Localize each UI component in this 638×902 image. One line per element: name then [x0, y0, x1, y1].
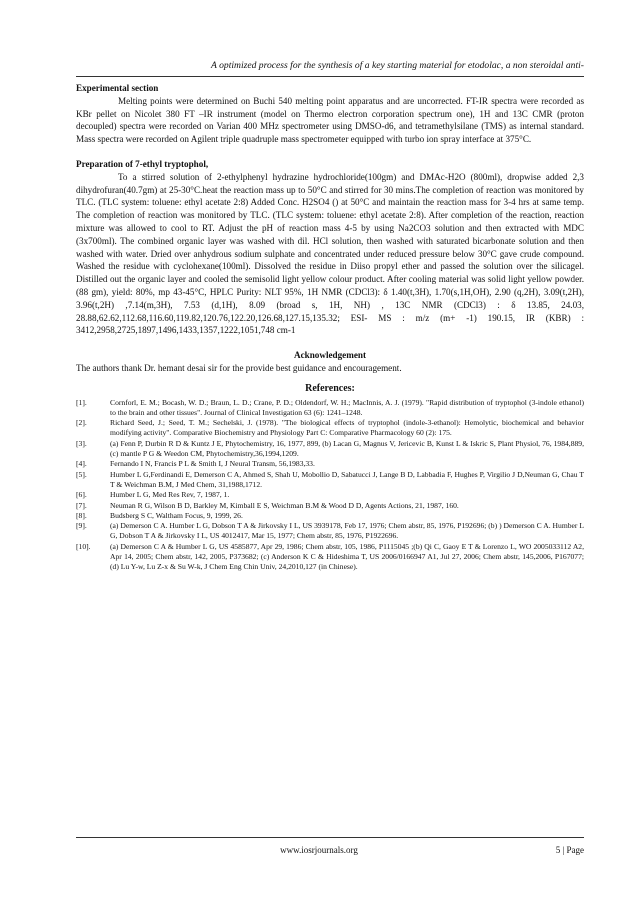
reference-number: [7].	[76, 500, 87, 510]
reference-text: Neuman R G, Wilson B D, Barkley M, Kimball E S, Weichman B.M & Wood D D, Agents Actions, 21, 1987, 160.	[110, 500, 459, 510]
acknowledgement-title: Acknowledgement	[294, 350, 366, 361]
footer-page-number: 5 | Page	[555, 845, 584, 855]
reference-text: Budsberg S C, Waltham Focus, 9, 1999, 26.	[110, 510, 243, 520]
experimental-section-title: Experimental section	[76, 83, 159, 93]
acknowledgement-text: The authors thank Dr. hemant desai sir for the provide best guidance and encouragement.	[76, 362, 402, 373]
footer-rule	[76, 837, 584, 838]
preparation-title: Preparation of 7-ethyl tryptophol,	[76, 158, 209, 169]
reference-number: [3].	[76, 438, 87, 448]
experimental-section-text: Melting points were determined on Buchi 540 melting point apparatus and are uncorrected. FT-IR spectra were recorded as KBr pellet on Nicolet 380 FT –IR instrument (model on Thermo electron corporation spectrum one), 1H and 13C CMR (proton decoupled) spectra were recorded on Varian 400 MHz spectrometer using DMSO-d6, and tetramethylsilane (TMS) as internal standard. Mass spectra were recorded on Agilent triple quadruple mass spectrometer equipped with turbo ion spray interface at 375°C.	[76, 95, 584, 145]
reference-text: Humber L G,Ferdinandi E, Demerson C A, Ahmed S, Shah U, Mobollio D, Sabatucci J, Lange B D, Labbadia F, Hughes P, Virgilio J D,Neuman G, Chau T T & Weichman B.M, J Med Chem, 31,1988,1712.	[110, 469, 584, 489]
reference-number: [9].	[76, 521, 87, 531]
reference-number: [5].	[76, 469, 87, 479]
preparation-text: To a stirred solution of 2-ethylphenyl hydrazine hydrochloride(100gm) and DMAc-H2O (800ml), dropwise added 2,3 dihydrofuran(40.7gm) at 25-30°C.heat the reaction mass up to 50°C and stirred for 30 mins.The completion of reaction was monitored by TLC. (TLC system: toluene: ethyl acetate 2:8) Added Conc. H2SO4 () at 50°C and maintain the reaction mass for 3-4 hrs at same temp. The completion of reaction was monitored by TLC. (TLC system: toluene: ethyl acetate 2:8). After completion of the reaction, reaction mixture was allowed to cool to RT. Adjust the pH of reaction mass 4-5 by using Na2CO3 solution and then extracted with MDC (3x700ml). The combined organic layer was washed with dil. HCl solution, then washed with saturated bicarbonate solution and then washed with water. Dried over anhydrous sodium sulphate and concentrated under reduced pressure below 30°C gave crude compound. Washed the residue with cyclohexane(100ml). Dissolved the residue in Diiso propyl ether and passed the solution over the silicagel. Distilled out the organic layer and cooled the semisolid light yellow colour product. After cooling material was solid light yellow powder. (88 gm), yield: 80%, mp 43-45°C, HPLC Purity: NLT 95%, 1H NMR (CDCl3): δ 1.40(t,3H), 1.70(s,1H,OH), 2.90 (q,2H), 3.09(t,2H), 3.96(t,2H) ,7.14(m,3H), 7.53 (d,1H), 8.09 (broad s, 1H, NH) , 13C NMR (CDCl3) : δ 13.85, 24.03, 28.88,62.62,112.68,116.60,119.82,120.76,122.20,126.68,127.15,135.32; ESI- MS : m/z (m+ -1) 190.15, IR (KBR) : 3412,2958,2725,1897,1496,1433,1357,1222,1051,748 cm-1	[76, 171, 584, 336]
reference-item	[76, 511, 584, 521]
reference-text: Humber L G, Med Res Rev, 7, 1987, 1.	[110, 490, 230, 500]
reference-text: Cornforl, E. M.; Bocash, W. D.; Braun, L. D.; Crane, P. D.; Oldendorf, W. H.; MacInnis, A. J. (1979). "Rapid distribution of tryptophol (3-indole ethanol) to the brain and other tissues". Journal of Clinical Investigation 63 (6): 1241–1248.	[110, 397, 584, 417]
reference-number: [6].	[76, 490, 87, 500]
reference-list	[76, 398, 584, 573]
spacer	[76, 337, 584, 349]
reference-number: [1].	[76, 397, 87, 407]
spacer	[76, 146, 584, 158]
reference-text: Richard Seed, J.; Seed, T. M.; Sechelski, J. (1978). "The biological effects of tryptophol (indole-3-ethanol): Hemolytic, biochemical and behavior modifying activity". Comparative Biochemistry and Physiology Part C: Comparative Pharmacology 60 (2): 175.	[110, 418, 584, 438]
running-head: A optimized process for the synthesis of a key starting material for etodolac, a non steroidal anti-	[211, 60, 584, 71]
reference-item	[76, 398, 584, 419]
header-rule	[76, 76, 584, 77]
spacer	[76, 375, 584, 383]
reference-item	[76, 542, 584, 573]
reference-text: (a) Fenn P, Durbin R D & Kuntz J E, Phytochemistry, 16, 1977, 899, (b) Lacan G, Magnus V, Jericevic B, Kunst L & Iskric S, Plant Physiol, 76, 1984,889,(c) mantle P G & Weedon CM, Phytochemistry,36,1994,1209.	[110, 438, 584, 459]
reference-number: [4].	[76, 459, 87, 469]
reference-number: [10].	[76, 541, 91, 551]
reference-text: Fernando I N, Francis P L & Smith I, J Neural Transm, 56,1983,33.	[110, 459, 315, 469]
references-title: References:	[305, 382, 355, 394]
reference-text: (a) Demerson C A & Humber L G, US 4585877, Apr 29, 1986; Chem abstr, 105, 1986, P1115045 ;(b) Qi C, Gaoy E T & Lorenzo L, WO 2005033112 A2, Apr 14, 2005; Chem abstr, 142, 2005, P373682; (c) Anderson K C & Hideshima T, US 2006/0166947 A1, Jul 27, 2006; Chem abstr, 145,2006, P167077; (d) Lu Y-w, Lu Z-x & Su W-k, J Chem Eng Chin Univ, 24,2010,127 (in Chinese).	[110, 541, 584, 572]
reference-item	[76, 470, 584, 491]
footer-url[interactable]: www.iosrjournals.org	[280, 845, 358, 855]
reference-number: [8].	[76, 510, 87, 520]
reference-item	[76, 521, 584, 542]
reference-item	[76, 490, 584, 500]
reference-item	[76, 501, 584, 511]
reference-number: [2].	[76, 418, 87, 428]
reference-item	[76, 439, 584, 460]
article-body	[76, 82, 584, 573]
reference-item	[76, 418, 584, 439]
reference-text: (a) Demerson C A. Humber L G, Dobson T A & Jirkovsky I L, US 3939178, Feb 17, 1976; Chem abstr, 85, 1976, P192696; (b) ) Demerson C A. Humber L G, Dobson T A & Jirkovsky I L, US 4012417, Mar 15, 1977; Chem abstr, 85, 1976, P1922696.	[110, 521, 584, 541]
reference-item	[76, 459, 584, 469]
